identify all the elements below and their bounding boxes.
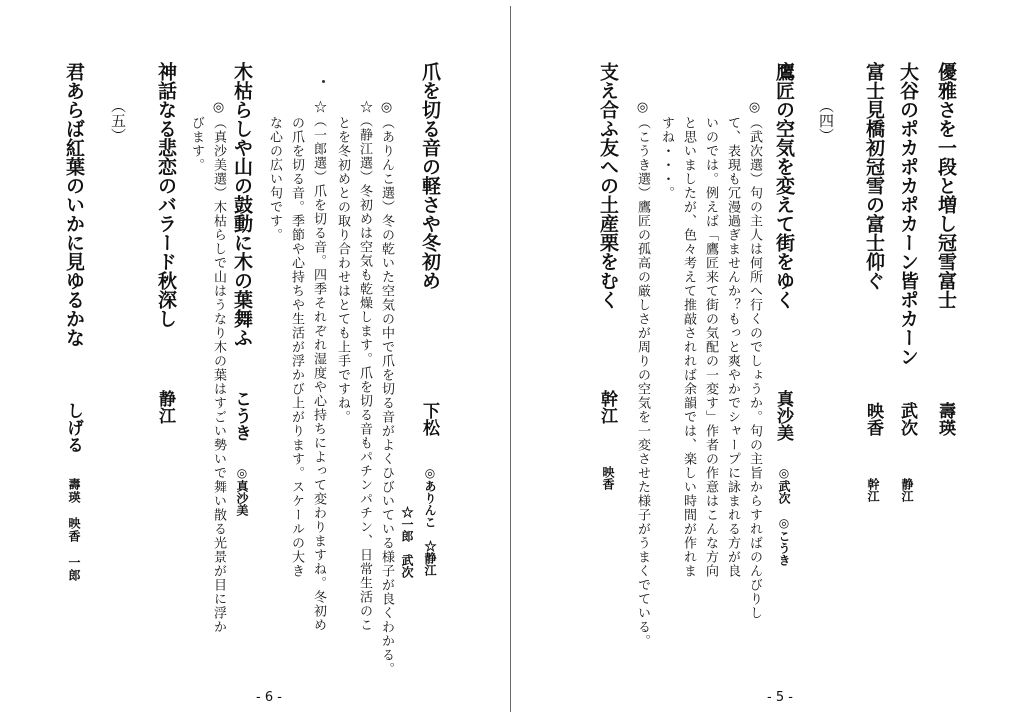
selectors-3: 幹江 (866, 478, 880, 502)
haiku-9: 君あらば紅葉のいかに見ゆるかな (63, 62, 85, 347)
comment-line: ◎（ありんこ選）冬の乾いた空気の中で爪を切る音がよくひびいている様子が良くわかる。 (379, 100, 394, 676)
comment-line: ☆（一郎選）爪を切る音。四季それぞれ湿度や心持ちによって変わりますね。冬初め (311, 100, 326, 632)
comment-line: すね・・・。 (659, 116, 674, 200)
author-2: 武次 (897, 402, 917, 436)
right-page (512, 0, 1024, 724)
comment-line: ◎（真沙美選）木枯らしで山はうなり木の葉はすごい勢いで舞い散る光景が目に浮か (211, 100, 226, 634)
comment-line: ☆（静江選）冬初めは空気も乾燥します。爪を切る音もパチンパチン、日常生活のこ (357, 100, 372, 632)
stray-mark (322, 80, 325, 83)
haiku-8: 神話なる悲恋のバラード秋深し (155, 62, 177, 328)
selectors-6: ◎ありんこ ☆静江 (423, 466, 437, 576)
selectors-4: ◎武次 ◎こうき (777, 466, 791, 566)
comment-line: びます。 (189, 116, 204, 172)
haiku-1: 優雅さを一段と増し冠雪富士 (935, 62, 957, 309)
author-6: 下松 (419, 402, 439, 436)
page-number: - 5 - (767, 690, 793, 705)
author-4: 真沙美 (773, 390, 793, 441)
selectors-6b: ☆一郎 武次 (400, 506, 414, 578)
haiku-4: 鷹匠の空気を変えて街をゆく (773, 62, 795, 309)
selectors-5: 映香 (601, 466, 615, 490)
comment-line: の爪を切る音。季節や心持ちや生活が浮かび上がります。スケールの大き (289, 116, 304, 578)
page-number: - 6 - (256, 690, 282, 705)
comment-line: とを冬初めとの取り合わせはとても上手ですね。 (335, 116, 350, 424)
haiku-5: 支え合ふ友への土産栗をむく (597, 62, 619, 309)
haiku-6: 爪を切る音の軽さや冬初め (419, 62, 441, 290)
comment-line: て、表現も冗漫過ぎませんか？もっと爽やかでシャープに詠まれる方が良 (725, 116, 740, 578)
author-3: 映香 (863, 402, 883, 436)
selectors-9: 壽瑛 映香 一郎 (67, 478, 81, 582)
section-label-4: （四） (817, 98, 835, 143)
comment-line: な心の広い句です。 (267, 116, 282, 242)
section-label-5: （五） (109, 98, 127, 143)
author-9: しげる (63, 402, 83, 453)
haiku-2: 大谷のポカポカポカーン皆ポカーン (897, 62, 919, 366)
selectors-2: 静江 (900, 478, 914, 502)
author-1: 壽瑛 (935, 402, 955, 436)
comment-line: ◎（武次選）句の主人は何所へ行くのでしょうか。句の主旨からすればのんびりし (747, 100, 762, 620)
comment-line: ◎（こうき選）鷹匠の孤高の厳しさが周りの空気を一変させた様子がうまくでている。 (635, 100, 650, 648)
comment-line: と思いましたが、色々考えて推敲されれば余韻では、楽しい時間が作れま (681, 116, 696, 578)
author-5: 幹江 (597, 390, 617, 424)
comment-line: いのでは。例えば「鷹匠来て街の気配の一変す」作者の作意はこんな方向 (703, 116, 718, 578)
author-8: 静江 (155, 390, 175, 424)
selectors-7: ◎真沙美 (235, 466, 249, 516)
haiku-3: 富士見橋初冠雪の富士仰ぐ (863, 62, 885, 290)
haiku-7: 木枯らしや山の鼓動に木の葉舞ふ (231, 62, 253, 347)
author-7: こうき (231, 390, 251, 441)
